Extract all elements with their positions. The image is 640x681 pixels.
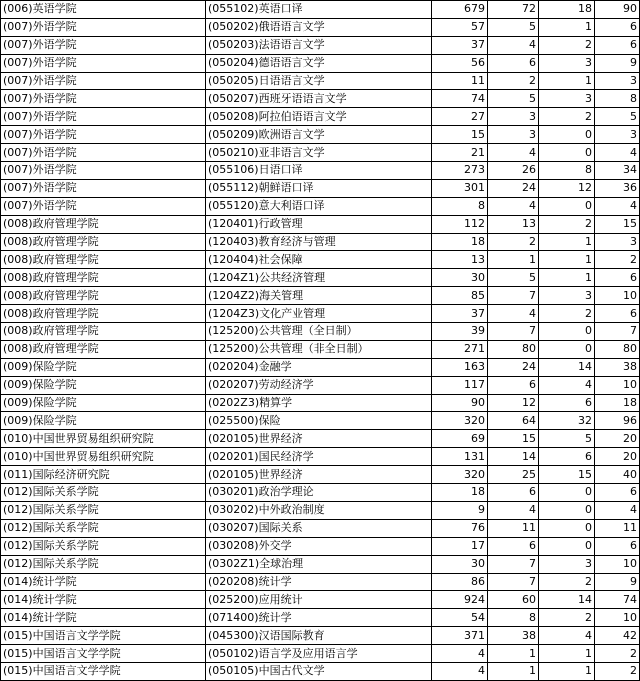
- exempt-cell: 1: [539, 251, 595, 269]
- major-cell: (020207)劳动经济学: [206, 376, 432, 394]
- major-cell: (030207)国际关系: [206, 519, 432, 537]
- exempt-cell: 0: [539, 144, 595, 162]
- major-cell: (050207)西班牙语语言文学: [206, 90, 432, 108]
- applicants-cell: 30: [432, 555, 488, 573]
- applicants-cell: 86: [432, 573, 488, 591]
- exempt-cell: 14: [539, 358, 595, 376]
- applicants-cell: 21: [432, 144, 488, 162]
- admitted-cell: 4: [488, 305, 539, 323]
- college-cell: (009)保险学院: [1, 412, 206, 430]
- total-cell: 20: [595, 430, 640, 448]
- applicants-cell: 11: [432, 72, 488, 90]
- table-row: [1, 645, 640, 663]
- major-cell: (030202)中外政治制度: [206, 501, 432, 519]
- major-cell: (050204)德语语言文学: [206, 54, 432, 72]
- applicants-cell: 74: [432, 90, 488, 108]
- exempt-cell: 3: [539, 555, 595, 573]
- total-cell: 6: [595, 537, 640, 555]
- major-cell: (050105)中国古代文学: [206, 662, 432, 680]
- exempt-cell: 0: [539, 323, 595, 341]
- total-cell: 10: [595, 609, 640, 627]
- exempt-cell: 3: [539, 54, 595, 72]
- admitted-cell: 25: [488, 466, 539, 484]
- total-cell: 7: [595, 323, 640, 341]
- college-cell: (007)外语学院: [1, 179, 206, 197]
- admitted-cell: 6: [488, 54, 539, 72]
- college-cell: (014)统计学院: [1, 573, 206, 591]
- table-row: [1, 591, 640, 609]
- major-cell: (050202)俄语语言文学: [206, 18, 432, 36]
- applicants-cell: 273: [432, 162, 488, 180]
- table-row: [1, 72, 640, 90]
- major-cell: (050203)法语语言文学: [206, 36, 432, 54]
- applicants-cell: 56: [432, 54, 488, 72]
- total-cell: 9: [595, 573, 640, 591]
- exempt-cell: 3: [539, 90, 595, 108]
- college-cell: (007)外语学院: [1, 108, 206, 126]
- table-row: [1, 412, 640, 430]
- major-cell: (020208)统计学: [206, 573, 432, 591]
- applicants-cell: 9: [432, 501, 488, 519]
- admitted-cell: 26: [488, 162, 539, 180]
- total-cell: 80: [595, 340, 640, 358]
- major-cell: (055120)意大利语口译: [206, 197, 432, 215]
- table-row: [1, 197, 640, 215]
- exempt-cell: 15: [539, 466, 595, 484]
- applicants-cell: 76: [432, 519, 488, 537]
- admitted-cell: 38: [488, 627, 539, 645]
- table-row: [1, 126, 640, 144]
- total-cell: 3: [595, 72, 640, 90]
- applicants-cell: 679: [432, 1, 488, 19]
- total-cell: 4: [595, 197, 640, 215]
- applicants-cell: 112: [432, 215, 488, 233]
- total-cell: 40: [595, 466, 640, 484]
- applicants-cell: 924: [432, 591, 488, 609]
- exempt-cell: 2: [539, 215, 595, 233]
- admitted-cell: 3: [488, 126, 539, 144]
- total-cell: 10: [595, 376, 640, 394]
- admitted-cell: 2: [488, 72, 539, 90]
- applicants-cell: 301: [432, 179, 488, 197]
- major-cell: (025200)应用统计: [206, 591, 432, 609]
- admitted-cell: 64: [488, 412, 539, 430]
- applicants-cell: 69: [432, 430, 488, 448]
- major-cell: (030208)外交学: [206, 537, 432, 555]
- total-cell: 5: [595, 108, 640, 126]
- total-cell: 6: [595, 269, 640, 287]
- table-row: [1, 323, 640, 341]
- college-cell: (015)中国语言文学学院: [1, 627, 206, 645]
- major-cell: (020105)世界经济: [206, 466, 432, 484]
- total-cell: 6: [595, 484, 640, 502]
- total-cell: 10: [595, 287, 640, 305]
- admitted-cell: 11: [488, 519, 539, 537]
- exempt-cell: 18: [539, 1, 595, 19]
- applicants-cell: 85: [432, 287, 488, 305]
- major-cell: (025500)保险: [206, 412, 432, 430]
- applicants-cell: 57: [432, 18, 488, 36]
- admitted-cell: 80: [488, 340, 539, 358]
- applicants-cell: 117: [432, 376, 488, 394]
- exempt-cell: 32: [539, 412, 595, 430]
- admitted-cell: 1: [488, 645, 539, 663]
- table-row: [1, 394, 640, 412]
- college-cell: (007)外语学院: [1, 18, 206, 36]
- total-cell: 36: [595, 179, 640, 197]
- college-cell: (008)政府管理学院: [1, 233, 206, 251]
- total-cell: 9: [595, 54, 640, 72]
- applicants-cell: 131: [432, 448, 488, 466]
- total-cell: 2: [595, 645, 640, 663]
- college-cell: (014)统计学院: [1, 609, 206, 627]
- applicants-cell: 4: [432, 645, 488, 663]
- table-row: [1, 376, 640, 394]
- total-cell: 3: [595, 126, 640, 144]
- applicants-cell: 371: [432, 627, 488, 645]
- table-row: [1, 18, 640, 36]
- total-cell: 8: [595, 90, 640, 108]
- table-row: [1, 430, 640, 448]
- table-row: [1, 466, 640, 484]
- exempt-cell: 1: [539, 645, 595, 663]
- table-row: [1, 215, 640, 233]
- college-cell: (007)外语学院: [1, 126, 206, 144]
- major-cell: (055112)朝鲜语口译: [206, 179, 432, 197]
- admitted-cell: 24: [488, 179, 539, 197]
- exempt-cell: 14: [539, 591, 595, 609]
- applicants-cell: 320: [432, 466, 488, 484]
- table-row: [1, 179, 640, 197]
- exempt-cell: 0: [539, 197, 595, 215]
- admitted-cell: 3: [488, 108, 539, 126]
- major-cell: (020105)世界经济: [206, 430, 432, 448]
- college-cell: (011)国际经济研究院: [1, 466, 206, 484]
- major-cell: (050208)阿拉伯语语言文学: [206, 108, 432, 126]
- exempt-cell: 0: [539, 537, 595, 555]
- applicants-cell: 163: [432, 358, 488, 376]
- applicants-cell: 320: [432, 412, 488, 430]
- college-cell: (014)统计学院: [1, 591, 206, 609]
- major-cell: (050209)欧洲语言文学: [206, 126, 432, 144]
- exempt-cell: 0: [539, 501, 595, 519]
- major-cell: (055102)英语口译: [206, 1, 432, 19]
- college-cell: (008)政府管理学院: [1, 287, 206, 305]
- major-cell: (055106)日语口译: [206, 162, 432, 180]
- college-cell: (007)外语学院: [1, 54, 206, 72]
- applicants-cell: 30: [432, 269, 488, 287]
- college-cell: (009)保险学院: [1, 394, 206, 412]
- table-row: [1, 108, 640, 126]
- total-cell: 18: [595, 394, 640, 412]
- college-cell: (015)中国语言文学学院: [1, 645, 206, 663]
- college-cell: (008)政府管理学院: [1, 269, 206, 287]
- total-cell: 38: [595, 358, 640, 376]
- exempt-cell: 1: [539, 72, 595, 90]
- total-cell: 11: [595, 519, 640, 537]
- total-cell: 2: [595, 662, 640, 680]
- applicants-cell: 18: [432, 484, 488, 502]
- college-cell: (009)保险学院: [1, 376, 206, 394]
- exempt-cell: 0: [539, 484, 595, 502]
- college-cell: (008)政府管理学院: [1, 323, 206, 341]
- major-cell: (1204Z3)文化产业管理: [206, 305, 432, 323]
- major-cell: (125200)公共管理（全日制）: [206, 323, 432, 341]
- applicants-cell: 4: [432, 662, 488, 680]
- total-cell: 4: [595, 501, 640, 519]
- total-cell: 10: [595, 555, 640, 573]
- major-cell: (1204Z1)公共经济管理: [206, 269, 432, 287]
- college-cell: (007)外语学院: [1, 36, 206, 54]
- table-row: [1, 609, 640, 627]
- admitted-cell: 5: [488, 269, 539, 287]
- applicants-cell: 39: [432, 323, 488, 341]
- exempt-cell: 1: [539, 233, 595, 251]
- college-cell: (007)外语学院: [1, 90, 206, 108]
- applicants-cell: 27: [432, 108, 488, 126]
- college-cell: (010)中国世界贸易组织研究院: [1, 430, 206, 448]
- admitted-cell: 7: [488, 323, 539, 341]
- table-row: [1, 537, 640, 555]
- applicants-cell: 13: [432, 251, 488, 269]
- major-cell: (071400)统计学: [206, 609, 432, 627]
- total-cell: 2: [595, 251, 640, 269]
- table-row: [1, 54, 640, 72]
- admitted-cell: 1: [488, 251, 539, 269]
- admitted-cell: 6: [488, 537, 539, 555]
- admitted-cell: 7: [488, 573, 539, 591]
- applicants-cell: 15: [432, 126, 488, 144]
- major-cell: (0202Z3)精算学: [206, 394, 432, 412]
- total-cell: 90: [595, 1, 640, 19]
- exempt-cell: 12: [539, 179, 595, 197]
- college-cell: (007)外语学院: [1, 197, 206, 215]
- college-cell: (012)国际关系学院: [1, 519, 206, 537]
- exempt-cell: 4: [539, 627, 595, 645]
- college-cell: (009)保险学院: [1, 358, 206, 376]
- total-cell: 20: [595, 448, 640, 466]
- table-row: [1, 251, 640, 269]
- table-row: [1, 287, 640, 305]
- total-cell: 42: [595, 627, 640, 645]
- major-cell: (120404)社会保障: [206, 251, 432, 269]
- college-cell: (008)政府管理学院: [1, 215, 206, 233]
- applicants-cell: 54: [432, 609, 488, 627]
- applicants-cell: 17: [432, 537, 488, 555]
- applicants-cell: 18: [432, 233, 488, 251]
- major-cell: (1204Z2)海关管理: [206, 287, 432, 305]
- admitted-cell: 2: [488, 233, 539, 251]
- admitted-cell: 60: [488, 591, 539, 609]
- admitted-cell: 4: [488, 144, 539, 162]
- total-cell: 6: [595, 36, 640, 54]
- college-cell: (008)政府管理学院: [1, 340, 206, 358]
- major-cell: (045300)汉语国际教育: [206, 627, 432, 645]
- college-cell: (007)外语学院: [1, 72, 206, 90]
- exempt-cell: 2: [539, 609, 595, 627]
- table-row: [1, 269, 640, 287]
- admitted-cell: 13: [488, 215, 539, 233]
- admitted-cell: 24: [488, 358, 539, 376]
- major-cell: (050102)语言学及应用语言学: [206, 645, 432, 663]
- table-row: [1, 555, 640, 573]
- applicants-cell: 271: [432, 340, 488, 358]
- major-cell: (120403)教育经济与管理: [206, 233, 432, 251]
- exempt-cell: 6: [539, 448, 595, 466]
- exempt-cell: 2: [539, 573, 595, 591]
- exempt-cell: 0: [539, 340, 595, 358]
- total-cell: 4: [595, 144, 640, 162]
- college-cell: (010)中国世界贸易组织研究院: [1, 448, 206, 466]
- college-cell: (012)国际关系学院: [1, 537, 206, 555]
- table-row: [1, 162, 640, 180]
- college-cell: (007)外语学院: [1, 162, 206, 180]
- exempt-cell: 2: [539, 305, 595, 323]
- exempt-cell: 6: [539, 394, 595, 412]
- applicants-cell: 37: [432, 305, 488, 323]
- table-row: [1, 448, 640, 466]
- exempt-cell: 8: [539, 162, 595, 180]
- exempt-cell: 0: [539, 126, 595, 144]
- table-row: [1, 233, 640, 251]
- college-cell: (015)中国语言文学学院: [1, 662, 206, 680]
- admitted-cell: 8: [488, 609, 539, 627]
- table-row: [1, 627, 640, 645]
- exempt-cell: 1: [539, 662, 595, 680]
- college-cell: (012)国际关系学院: [1, 555, 206, 573]
- table-row: [1, 573, 640, 591]
- table-row: [1, 1, 640, 19]
- admitted-cell: 1: [488, 662, 539, 680]
- admitted-cell: 6: [488, 376, 539, 394]
- table-row: [1, 501, 640, 519]
- exempt-cell: 1: [539, 18, 595, 36]
- exempt-cell: 2: [539, 108, 595, 126]
- table-row: [1, 144, 640, 162]
- applicants-cell: 90: [432, 394, 488, 412]
- admitted-cell: 4: [488, 197, 539, 215]
- admitted-cell: 5: [488, 18, 539, 36]
- table-row: [1, 36, 640, 54]
- admitted-cell: 6: [488, 484, 539, 502]
- admitted-cell: 7: [488, 555, 539, 573]
- admitted-cell: 14: [488, 448, 539, 466]
- admissions-table-body: [1, 1, 640, 681]
- college-cell: (008)政府管理学院: [1, 251, 206, 269]
- exempt-cell: 3: [539, 287, 595, 305]
- table-row: [1, 305, 640, 323]
- table-row: [1, 519, 640, 537]
- college-cell: (012)国际关系学院: [1, 501, 206, 519]
- admitted-cell: 7: [488, 287, 539, 305]
- major-cell: (120401)行政管理: [206, 215, 432, 233]
- table-row: [1, 90, 640, 108]
- table-row: [1, 662, 640, 680]
- admitted-cell: 12: [488, 394, 539, 412]
- admitted-cell: 4: [488, 501, 539, 519]
- college-cell: (006)英语学院: [1, 1, 206, 19]
- exempt-cell: 2: [539, 36, 595, 54]
- major-cell: (030201)政治学理论: [206, 484, 432, 502]
- total-cell: 74: [595, 591, 640, 609]
- table-row: [1, 340, 640, 358]
- total-cell: 6: [595, 18, 640, 36]
- major-cell: (125200)公共管理（非全日制）: [206, 340, 432, 358]
- admitted-cell: 72: [488, 1, 539, 19]
- admitted-cell: 5: [488, 90, 539, 108]
- admitted-cell: 15: [488, 430, 539, 448]
- major-cell: (050205)日语语言文学: [206, 72, 432, 90]
- major-cell: (020204)金融学: [206, 358, 432, 376]
- college-cell: (007)外语学院: [1, 144, 206, 162]
- total-cell: 34: [595, 162, 640, 180]
- applicants-cell: 8: [432, 197, 488, 215]
- total-cell: 96: [595, 412, 640, 430]
- exempt-cell: 0: [539, 519, 595, 537]
- major-cell: (050210)亚非语言文学: [206, 144, 432, 162]
- exempt-cell: 5: [539, 430, 595, 448]
- total-cell: 3: [595, 233, 640, 251]
- major-cell: (0302Z1)全球治理: [206, 555, 432, 573]
- admitted-cell: 4: [488, 36, 539, 54]
- exempt-cell: 4: [539, 376, 595, 394]
- exempt-cell: 1: [539, 269, 595, 287]
- table-row: [1, 358, 640, 376]
- total-cell: 6: [595, 305, 640, 323]
- major-cell: (020201)国民经济学: [206, 448, 432, 466]
- total-cell: 15: [595, 215, 640, 233]
- table-row: [1, 484, 640, 502]
- applicants-cell: 37: [432, 36, 488, 54]
- college-cell: (012)国际关系学院: [1, 484, 206, 502]
- college-cell: (008)政府管理学院: [1, 305, 206, 323]
